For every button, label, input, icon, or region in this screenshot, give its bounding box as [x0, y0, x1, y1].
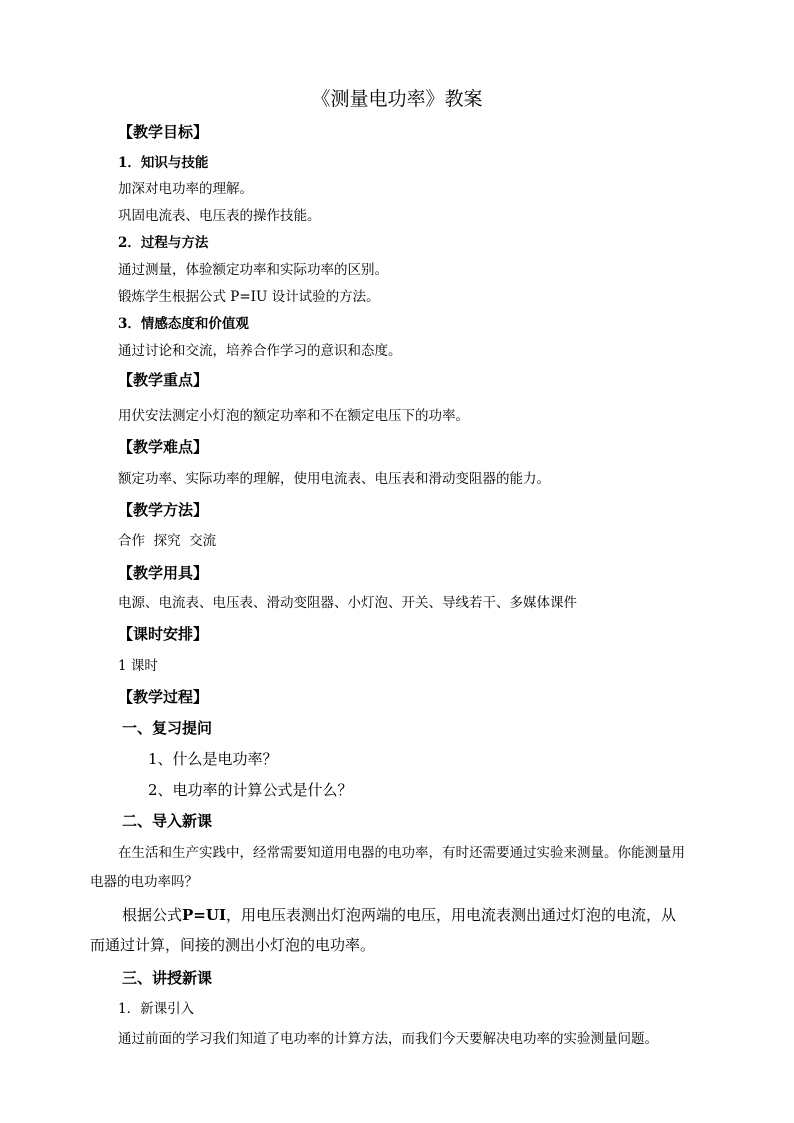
subheading-attitude-values: 3．情感态度和价值观 [118, 316, 249, 332]
section-new-lesson: 三、讲授新课 [122, 969, 213, 987]
subheading-process-method: 2．过程与方法 [118, 235, 209, 251]
heading-methods: 【教学方法】 [118, 501, 209, 519]
question-item: 2、电功率的计算公式是什么？ [148, 781, 353, 799]
goal-line: 巩固电流表、电压表的操作技能。 [118, 208, 321, 224]
heading-tools: 【教学用具】 [118, 564, 209, 582]
paragraph-text: ，用电压表测出灯泡两端的电压，用电流表测出通过灯泡的电流，从 [225, 906, 676, 924]
tools-text: 电源、电流表、电压表、滑动变阻器、小灯泡、开关、导线若干、多媒体课件 [118, 595, 577, 611]
question-item: 1、什么是电功率？ [148, 750, 278, 768]
paragraph-text: 根据公式 [122, 906, 183, 924]
key-points-text: 用伏安法测定小灯泡的额定功率和不在额定电压下的功率。 [118, 408, 469, 424]
methods-text: 合作 探究 交流 [118, 533, 217, 549]
heading-schedule: 【课时安排】 [118, 625, 209, 643]
paragraph-line: 通过前面的学习我们知道了电功率的计算方法，而我们今天要解决电功率的实验测量问题。 [118, 1031, 658, 1047]
paragraph-line: 电器的电功率吗？ [90, 874, 198, 890]
subheading-knowledge-skills: 1．知识与技能 [118, 155, 209, 171]
paragraph-line: 在生活和生产实践中，经常需要知道用电器的电功率，有时还需要通过实验来测量。你能测量用 [118, 845, 685, 861]
subheading-new-lesson-intro: 1．新课引入 [118, 1001, 195, 1017]
formula-text: P=UI [182, 906, 226, 924]
section-review-questions: 一、复习提问 [122, 719, 213, 737]
goal-line: 通过测量，体验额定功率和实际功率的区别。 [118, 262, 388, 278]
paragraph-line: 而通过计算，间接的测出小灯泡的电功率。 [90, 936, 376, 954]
page-title: 《测量电功率》教案 [311, 88, 483, 110]
heading-difficulties: 【教学难点】 [118, 438, 209, 456]
heading-key-points: 【教学重点】 [118, 371, 209, 389]
goal-line: 锻炼学生根据公式 P=IU 设计试验的方法。 [118, 289, 380, 305]
goal-line: 加深对电功率的理解。 [118, 181, 253, 197]
goal-line: 通过讨论和交流，培养合作学习的意识和态度。 [118, 343, 402, 359]
section-introduce-lesson: 二、导入新课 [122, 812, 213, 830]
schedule-text: 1 课时 [118, 658, 158, 674]
paragraph-line [122, 908, 676, 923]
difficulties-text: 额定功率、实际功率的理解，使用电流表、电压表和滑动变阻器的能力。 [118, 471, 550, 487]
heading-teaching-goals: 【教学目标】 [118, 123, 209, 141]
heading-process: 【教学过程】 [118, 688, 209, 706]
